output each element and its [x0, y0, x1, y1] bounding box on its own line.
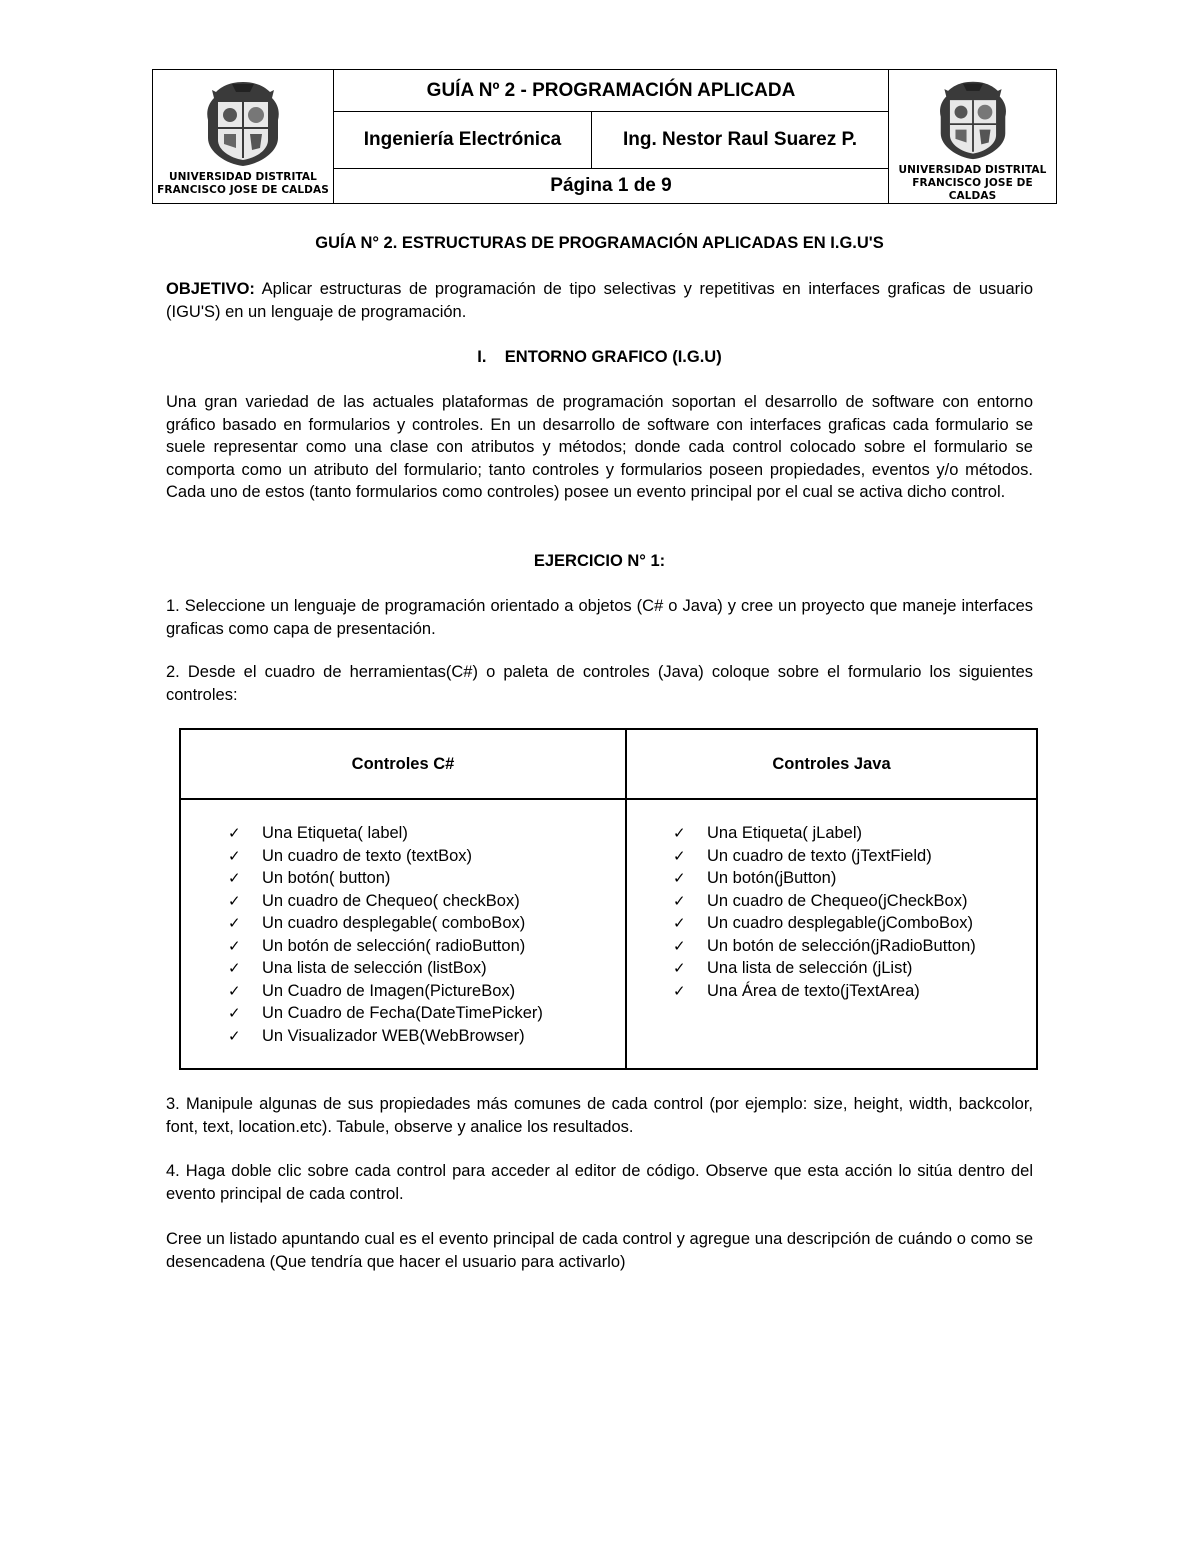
java-column	[627, 730, 1036, 1068]
list-item	[228, 980, 625, 1003]
list-item	[673, 912, 1036, 935]
checkmark-icon: ✓	[228, 914, 241, 932]
control-label: Un botón de selección(jRadioButton)	[707, 936, 976, 955]
control-label: Un cuadro de texto (textBox)	[262, 846, 473, 865]
university-crest-icon	[928, 78, 1018, 161]
checkmark-icon: ✓	[673, 936, 686, 955]
csharp-controls-list	[181, 800, 625, 1047]
control-label: Un cuadro de texto (jTextField)	[707, 846, 932, 865]
checkmark-icon: ✓	[673, 824, 686, 842]
program-name: Ingeniería Electrónica	[334, 112, 592, 168]
university-logo-right	[888, 70, 1056, 203]
header-center	[334, 70, 888, 203]
section-title: I. ENTORNO GRAFICO (I.G.U)	[477, 348, 722, 366]
checkmark-icon: ✓	[228, 1026, 241, 1045]
list-item	[673, 980, 1036, 1003]
step-1: 1. Seleccione un lenguaje de programación orientado a objetos (C# o Java) y cree un proyecto que maneje interfaces graficas como capa de presentación.	[166, 597, 1033, 638]
objective-paragraph	[166, 278, 1033, 323]
control-label: Un botón de selección( radioButton)	[262, 936, 526, 955]
list-item	[228, 822, 625, 845]
list-item	[673, 957, 1036, 980]
csharp-header: Controles C#	[181, 730, 625, 800]
controls-table	[179, 728, 1038, 1070]
checkmark-icon: ✓	[228, 891, 241, 910]
guide-title: GUÍA Nº 2 - PROGRAMACIÓN APLICADA	[334, 70, 888, 112]
list-item	[228, 957, 625, 980]
control-label: Un Visualizador WEB(WebBrowser)	[262, 1026, 525, 1045]
page-number: Página 1 de 9	[550, 175, 672, 196]
checkmark-icon: ✓	[228, 936, 241, 955]
list-item	[228, 935, 625, 958]
java-header: Controles Java	[627, 730, 1036, 800]
checkmark-icon: ✓	[673, 869, 686, 887]
java-controls-list	[627, 800, 1036, 1002]
list-item	[673, 845, 1036, 868]
control-label: Una Área de texto(jTextArea)	[707, 981, 920, 1000]
list-item	[673, 890, 1036, 913]
intro-paragraph: Una gran variedad de las actuales plataformas de programación soportan el desarrollo de software con entorno gráfico basado en formularios y controles. En un desarrollo de software con interfaces graficas cada formulario se suele representar como una clase con atributos y métodos; donde cada control colocado sobre el formulario se comporta como un atributo del formulario; tanto controles y formularios poseen propiedades, eventos y/o métodos. Cada uno de estos (tanto formularios como controles) posee un evento principal por el cual se activa dicho control.	[166, 393, 1033, 501]
control-label: Un cuadro de Chequeo( checkBox)	[262, 891, 520, 910]
checkmark-icon: ✓	[673, 914, 686, 932]
control-label: Un cuadro de Chequeo(jCheckBox)	[707, 891, 968, 910]
list-item	[673, 822, 1036, 845]
objective-label: OBJETIVO:	[166, 280, 255, 298]
control-label: Un cuadro desplegable( comboBox)	[262, 914, 526, 932]
csharp-column	[181, 730, 627, 1068]
university-crest-icon	[198, 78, 288, 168]
control-label: Un cuadro desplegable(jComboBox)	[707, 914, 973, 932]
list-item	[228, 867, 625, 890]
logo-text-line2: FRANCISCO JOSE DE CALDAS	[157, 184, 329, 196]
control-label: Una Etiqueta( jLabel)	[707, 824, 863, 842]
checkmark-icon: ✓	[673, 959, 686, 977]
document-title: GUÍA N° 2. ESTRUCTURAS DE PROGRAMACIÓN APLICADAS EN I.G.U'S	[315, 234, 884, 252]
control-label: Una lista de selección (listBox)	[262, 959, 487, 977]
list-item	[228, 1002, 625, 1025]
checkmark-icon: ✓	[228, 959, 241, 977]
checkmark-icon: ✓	[673, 981, 686, 1000]
control-label: Un botón( button)	[262, 869, 391, 887]
university-logo-left	[153, 70, 334, 203]
list-item	[228, 845, 625, 868]
checkmark-icon: ✓	[673, 846, 686, 865]
exercise-title: EJERCICIO N° 1:	[533, 552, 666, 570]
logo-text-line2: FRANCISCO JOSE DE CALDAS	[912, 177, 1033, 202]
checkmark-icon: ✓	[228, 1004, 241, 1022]
header-table	[152, 69, 1057, 204]
control-label: Un botón(jButton)	[707, 869, 837, 887]
header-info-row	[334, 112, 888, 169]
step-2: 2. Desde el cuadro de herramientas(C#) o paleta de controles (Java) coloque sobre el formulario los siguientes controles:	[166, 663, 1033, 704]
step-4: 4. Haga doble clic sobre cada control para acceder al editor de código. Observe que esta acción lo sitúa dentro del evento principal de cada control.	[166, 1162, 1033, 1203]
control-label: Un Cuadro de Fecha(DateTimePicker)	[262, 1004, 543, 1022]
checkmark-icon: ✓	[228, 869, 241, 887]
logo-text-line1: UNIVERSIDAD DISTRITAL	[898, 164, 1047, 176]
control-label: Una lista de selección (jList)	[707, 959, 913, 977]
logo-text-line1: UNIVERSIDAD DISTRITAL	[169, 171, 317, 183]
instructor-name: Ing. Nestor Raul Suarez P.	[622, 129, 858, 150]
control-label: Un Cuadro de Imagen(PictureBox)	[262, 981, 516, 1000]
checkmark-icon: ✓	[228, 846, 241, 865]
list-item	[673, 867, 1036, 890]
list-item	[228, 890, 625, 913]
step-3: 3. Manipule algunas de sus propiedades más comunes de cada control (por ejemplo: size, height, width, backcolor, font, text, location.etc). Tabule, observe y analice los resultados.	[166, 1095, 1033, 1136]
list-item	[673, 935, 1036, 958]
list-item	[228, 912, 625, 935]
list-item	[228, 1025, 625, 1048]
checkmark-icon: ✓	[228, 981, 241, 1000]
control-label: Una Etiqueta( label)	[262, 824, 408, 842]
closing-paragraph: Cree un listado apuntando cual es el evento principal de cada control y agregue una descripción de cuándo o como se desencadena (Que tendría que hacer el usuario para activarlo)	[166, 1230, 1033, 1271]
objective-text: Aplicar estructuras de programación de tipo selectivas y repetitivas en interfaces graficas de usuario (IGU'S) en un lenguaje de programación.	[166, 280, 1033, 321]
checkmark-icon: ✓	[228, 824, 241, 842]
checkmark-icon: ✓	[673, 891, 686, 910]
